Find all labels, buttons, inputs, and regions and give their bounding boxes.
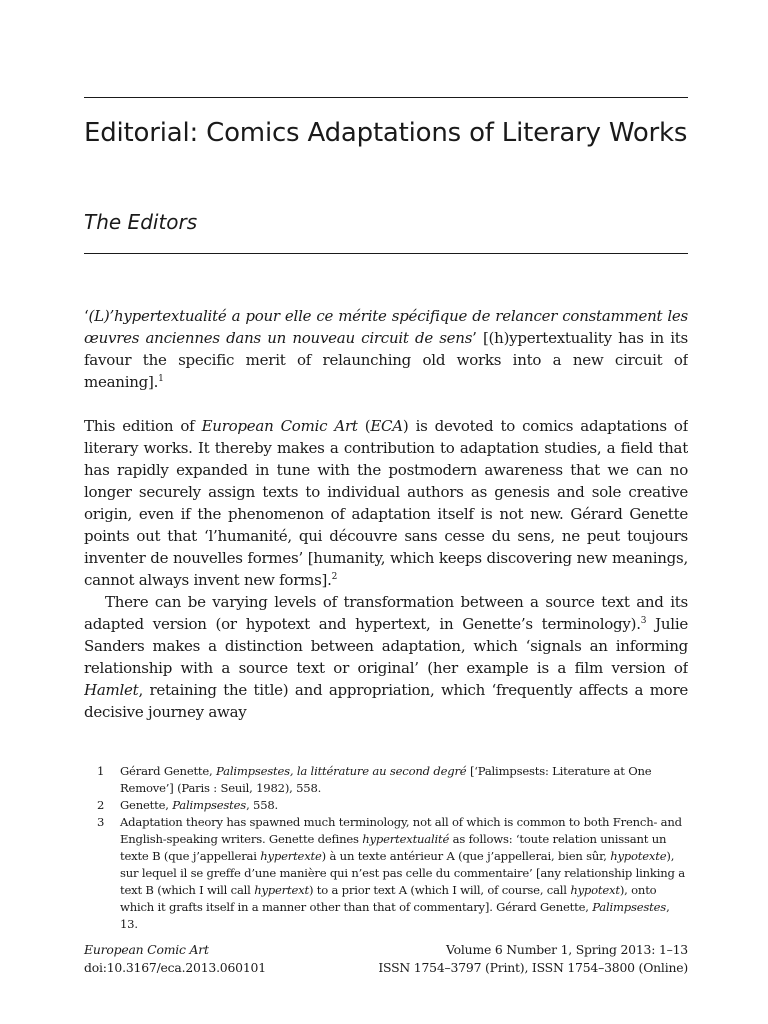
italic-text: ECA: [370, 417, 403, 435]
text-run: Gérard Genette,: [120, 764, 217, 778]
title-rule: [84, 253, 688, 254]
journal-name: European Comic Art: [84, 942, 209, 957]
text-run: (: [357, 417, 371, 435]
text-run: [‘Palimpsests: Literature at One Remove’] (Paris : Seuil, 1982), 558.: [120, 764, 652, 795]
text-run: There can be varying levels of transformation between a source text and its adapted version (or hypotext and hypertext, in Genette’s terminology).: [84, 593, 688, 633]
text-run: Adaptation theory has spawned much terminology, not all of which is common to both French- and English-speaking writers. Genette defines: [120, 815, 682, 846]
text-run: as follows: ‘toute relation unissant un texte B (que j’appellerai: [120, 832, 667, 863]
footnote-ref: 1: [158, 374, 164, 384]
body-paragraph: [84, 415, 688, 591]
epigraph-paragraph: [84, 305, 688, 393]
italic-text: hypertext: [254, 883, 309, 897]
italic-text: Hamlet: [84, 681, 139, 699]
italic-text: hypertexte: [260, 849, 322, 863]
italic-text: Palimpsestes, la littérature au second degré: [216, 764, 467, 778]
italic-text: Palimpsestes: [592, 900, 667, 914]
top-rule: [84, 97, 688, 98]
article-page: [84, 0, 688, 1024]
article-title: Editorial: Comics Adaptations of Literary Works: [84, 118, 688, 148]
footnote-ref: 2: [331, 572, 338, 582]
footnote: [84, 797, 688, 814]
text-run: , 13.: [120, 900, 670, 931]
text-run: ’ [(h)ypertextuality has in its favour the specific merit of relaunching old works into a new circuit of meaning].: [84, 329, 688, 391]
text-run: ), onto which it grafts itself in a manner other than that of commentary]. Gérard Genette,: [120, 883, 657, 914]
doi: doi:10.3167/eca.2013.060101: [84, 960, 266, 975]
italic-text: European Comic Art: [201, 417, 358, 435]
footnote-list: [84, 763, 688, 933]
article-author: The Editors: [84, 210, 198, 234]
text-run: ‘: [84, 307, 89, 325]
italic-text: hypotext: [570, 883, 620, 897]
footnote-number: 1: [97, 764, 105, 778]
italic-text: Palimpsestes: [172, 798, 247, 812]
text-run: Julie Sanders makes a distinction between adaptation, which ‘signals an informing relationship with a source text or original’ (her example is a film version of: [84, 615, 688, 677]
footer-row: [84, 941, 688, 959]
text-run: ) à un texte antérieur A (que j’appellerai, bien sûr,: [321, 849, 611, 863]
page-footer: [84, 941, 688, 977]
text-run: ) is devoted to comics adaptations of literary works. It thereby makes a contribution to adaptation studies, a field that has rapidly expanded in tune with the postmodern awareness that we can no longer securely assign texts to individual authors as genesis and sole creative origin, even if the phenomenon of adaptation itself is not new. Gérard Genette points out that ‘l’humanité, qui découvre sans cesse du sens, ne peut toujours inventer de nouvelles formes’ [humanity, which keeps discovering new meanings, cannot always invent new forms].: [84, 417, 688, 589]
italic-text: (L)’hypertextualité a pour elle ce mérite spécifique de relancer constamment les œuvres anciennes dans un nouveau circuit de sens: [84, 307, 688, 347]
italic-text: hypotexte: [610, 849, 667, 863]
footnote: [84, 763, 688, 797]
footnote-ref: 3: [640, 616, 647, 626]
footnote-number: 3: [97, 815, 105, 829]
text-run: ) to a prior text A (which I will, of course, call: [308, 883, 571, 897]
text-run: This edition of: [84, 417, 202, 435]
text-run: ), sur lequel il se greffe d’une manière qui n’est pas celle du commentaire’ [any relationship linking a text B (which I will call: [120, 849, 685, 897]
footnote-number: 2: [97, 798, 105, 812]
body-paragraph: [84, 591, 688, 723]
article-body: [84, 305, 688, 741]
footnote: [84, 814, 688, 933]
volume-info: Volume 6 Number 1, Spring 2013: 1–13: [446, 942, 688, 957]
text-run: , retaining the title) and appropriation, which ‘frequently affects a more decisive journey away: [84, 681, 688, 721]
issn: ISSN 1754–3797 (Print), ISSN 1754–3800 (Online): [378, 960, 688, 975]
footnotes: [84, 763, 688, 933]
text-run: Genette,: [120, 798, 173, 812]
italic-text: hypertextualité: [362, 832, 450, 846]
footer-row: [84, 959, 688, 977]
text-run: , 558.: [246, 798, 279, 812]
